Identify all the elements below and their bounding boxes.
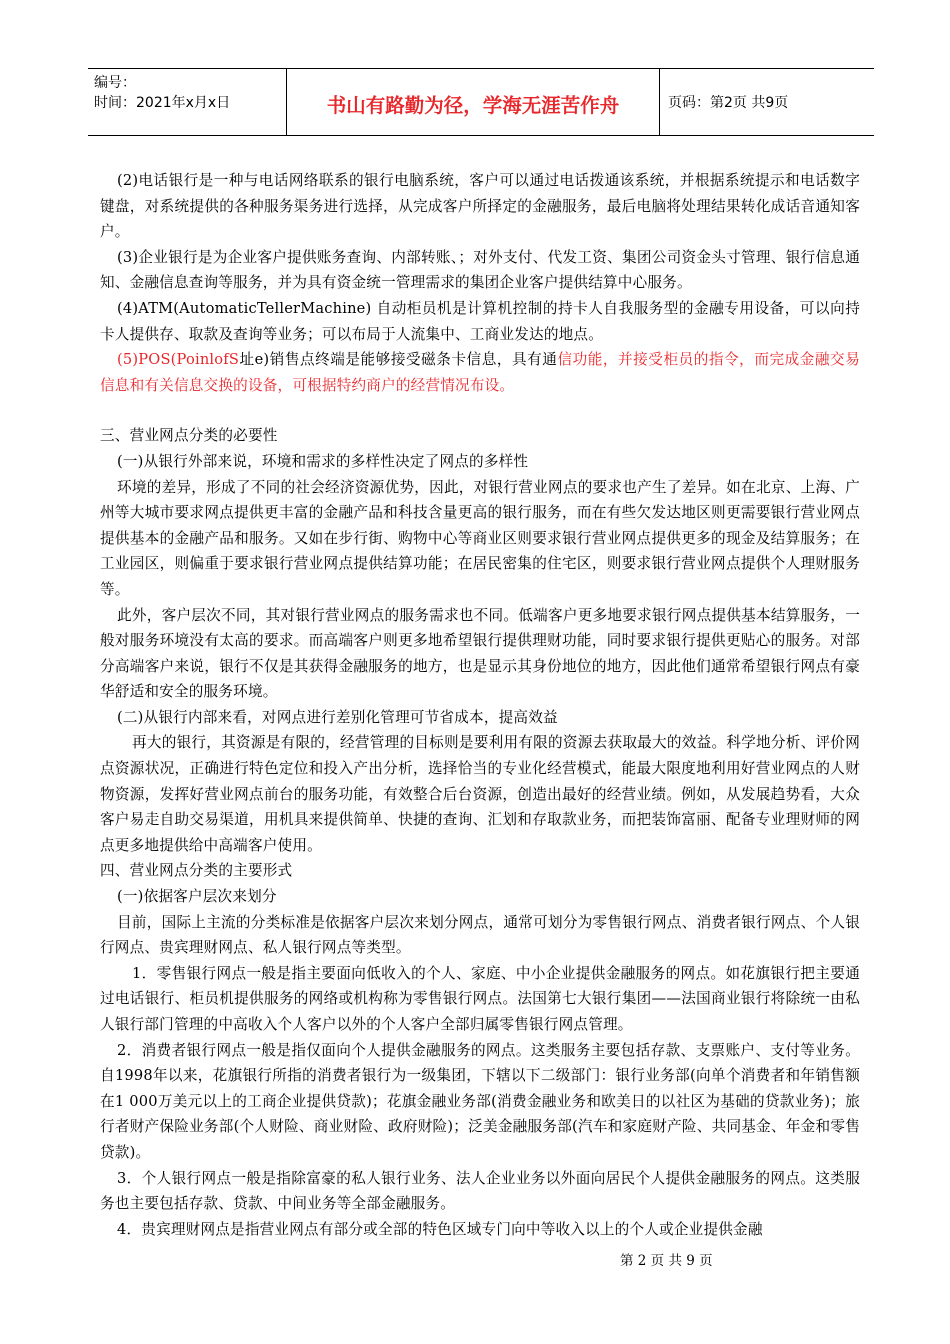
section-gap xyxy=(100,398,860,423)
paragraph-phone-banking: (2)电话银行是一种与电话网络联系的银行电脑系统，客户可以通过电话拨通该系统，并根据系统提示和电话数字键盘，对系统提供的各种服务渠务进行选择，从完成客户所择定的金融服务，最后电脑将处理结果转化成话音通知客户。 xyxy=(100,172,860,241)
pos-black-text: 址e)销售点终端是能够接受磁条卡信息，具有通 xyxy=(239,351,558,369)
pos-red-text-a: (5)POS(PoinlofS xyxy=(117,351,240,369)
section-heading-4: 四、营业网点分类的主要形式 xyxy=(100,862,293,880)
subheading-internal: (二)从银行内部来看，对网点进行差别化管理可节省成本，提高效益 xyxy=(117,708,558,726)
time-label: 时间：2021年x月x日 xyxy=(94,95,231,111)
header-motto: 书山有路勤为径，学海无涯苦作舟 xyxy=(287,69,660,135)
header-page-info: 页码：第2页 共9页 xyxy=(668,95,789,111)
subheading-external: (一)从银行外部来说，环境和需求的多样性决定了网点的多样性 xyxy=(117,452,529,470)
paragraph-classification: 目前，国际上主流的分类标准是依据客户层次来划分网点，通常可划分为零售银行网点、消费者银行网点、个人银行网点、贵宾理财网点、私人银行网点等类型。 xyxy=(100,913,860,957)
code-label: 编号： xyxy=(94,75,136,91)
page-header xyxy=(88,68,874,136)
subheading-customer-level: (一)依据客户层次来划分 xyxy=(117,888,277,906)
paragraph-retail-branch: 1．零售银行网点一般是指主要面向低收入的个人、家庭、中小企业提供金融服务的网点。如花旗银行把主要通过电话银行、柜员机提供服务的网络或机构称为零售银行网点。法国第七大银行集团——法国商业银行将除统一由私人银行部门管理的中高收入个人客户以外的个人客户全部归属零售银行网点管理。 xyxy=(100,964,860,1033)
paragraph-vip-branch: 4．贵宾理财网点是指营业网点有部分或全部的特色区域专门向中等收入以上的个人或企业提供金融 xyxy=(117,1220,763,1238)
paragraph-atm: (4)ATM(AutomaticTellerMachine) 自动柜员机是计算机控制的持卡人自我服务型的金融专用设备，可以向持卡人提供存、取款及查询等业务；可以布局于人流集中、工商业发达的地点。 xyxy=(100,299,860,343)
document-body xyxy=(100,168,860,1242)
page-footer: 第 2 页 共 9 页 xyxy=(620,1253,713,1269)
paragraph-resources: 再大的银行，其资源是有限的，经营管理的目标则是要利用有限的资源去获取最大的效益。科学地分析、评价网点资源状况，正确进行特色定位和投入产出分析，选择恰当的专业化经营模式，能最大限度地利用好营业网点的人财物资源，发挥好营业网点前台的服务功能，有效整合后台资源，创造出最好的经营业绩。例如，从发展趋势看，大众客户易走自助交易渠道，用机具来提供简单、快捷的查询、汇划和存取款业务，而把装饰富丽、配备专业理财师的网点更多地提供给中高端客户使用。 xyxy=(100,734,860,854)
pos-red-text-b: 信功能，并接受柜员的指令，而完成金融交易信息和有关信息交换的设备，可根据特约商户的经营情况布设。 xyxy=(100,351,860,394)
paragraph-customer-levels: 此外，客户层次不同，其对银行营业网点的服务需求也不同。低端客户更多地要求银行网点提供基本结算服务，一般对服务环境没有太高的要求。而高端客户则更多地希望银行提供理财功能，同时要求银行提供更贴心的服务。对部分高端客户来说，银行不仅是其获得金融服务的地方，也是显示其身份地位的地方，因此他们通常希望银行网点有豪华舒适和安全的服务环境。 xyxy=(100,606,860,701)
paragraph-corporate-banking: (3)企业银行是为企业客户提供账务查询、内部转账、；对外支付、代发工资、集团公司资金头寸管理、银行信息通知、金融信息查询等服务，并为具有资金统一管理需求的集团企业客户提供结算中心服务。 xyxy=(100,248,860,292)
header-meta xyxy=(88,69,287,135)
section-heading-3: 三、营业网点分类的必要性 xyxy=(100,427,278,445)
paragraph-personal-branch: 3．个人银行网点一般是指除富豪的私人银行业务、法人企业业务以外面向居民个人提供金融服务的网点。这类服务也主要包括存款、贷款、中间业务等全部金融服务。 xyxy=(100,1169,860,1213)
paragraph-consumer-branch: 2．消费者银行网点一般是指仅面向个人提供金融服务的网点。这类服务主要包括存款、支票账户、支付等业务。自1998年以来，花旗银行所指的消费者银行为一级集团，下辖以下二级部门：银行业务部(向单个消费者和年销售额在1 000万美元以上的工商企业提供贷款)；花旗金融业务部(消费金融业务和欧美日的以社区为基础的贷款业务)；旅行者财产保险业务部(个人财险、商业财险、政府财险)；泛美金融服务部(汽车和家庭财产险、共同基金、年金和零售贷款)。 xyxy=(100,1041,860,1161)
paragraph-pos xyxy=(100,347,860,398)
paragraph-environment: 环境的差异，形成了不同的社会经济资源优势，因此，对银行营业网点的要求也产生了差异。如在北京、上海、广州等大城市要求网点提供更丰富的金融产品和科技含量更高的银行服务，而在有些欠发达地区则更需要银行营业网点提供基本的金融产品和服务。又如在步行街、购物中心等商业区则要求银行营业网点提供更多的现金及结算服务；在工业园区，则偏重于要求银行营业网点提供结算功能；在居民密集的住宅区，则要求银行营业网点提供个人理财服务等。 xyxy=(100,478,860,598)
